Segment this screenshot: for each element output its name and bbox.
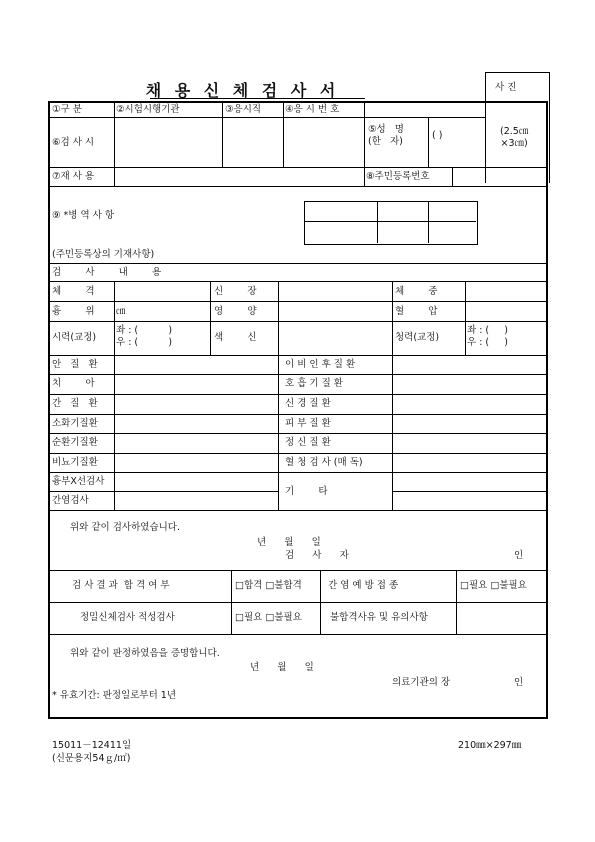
form-frame [48,101,548,719]
disease-right-6: 기 타 [285,486,328,497]
validity-note: * 유효기간: 판정일로부터 1년 [52,690,177,701]
blood-pressure-label: 혈 압 [395,306,438,317]
photo-label: 사 진 [495,82,517,93]
name-label: ⑤성 명 (한 자) [368,124,404,147]
disease-right-5: 혈 청 검 사 (매 독) [285,457,363,468]
form-code: 15011－12411일 [52,740,132,751]
confirm-text: 위와 같이 검사하였습니다. [70,522,181,533]
disease-left-7: 간염검사 [52,495,89,506]
result-label: 검 사 결 과 합 격 여 부 [72,580,170,591]
disease-right-0: 이 비 인 후 질 환 [285,359,356,370]
title-underline [150,98,365,99]
vision-values: 좌 : ( ) 우 : ( ) [116,325,173,348]
confirm-date: 년 월 일 [257,537,321,548]
vaccine-label: 간 염 예 방 접 종 [328,580,399,591]
photo-size: (2.5㎝ ×3㎝) [500,126,529,149]
medical-head-label: 의료기관의 장 [392,677,451,688]
detailed-exam-checkbox[interactable]: □필요 □불필요 [235,612,302,623]
color-vision-label: 색 신 [214,332,257,343]
certify-date: 년 월 일 [250,662,314,673]
disease-left-5: 비뇨기질환 [52,457,98,468]
disease-right-3: 피 부 질 환 [285,418,331,429]
disease-left-0: 안 질 환 [52,359,98,370]
chest-unit: ㎝ [116,306,126,317]
disease-left-4: 순환기질환 [52,437,98,448]
seal-mark-2: 인 [514,677,524,688]
vision-label: 시력(교정) [52,332,97,343]
disease-right-4: 정 신 질 환 [285,437,331,448]
hearing-values: 좌 : ( ) 우 : ( ) [467,325,508,348]
seal-mark: 인 [514,550,524,561]
vaccine-checkbox[interactable]: □필요 □불필요 [460,580,527,591]
nutrition-label: 영 양 [214,306,257,317]
resident-number-label: ⑧주민등록번호 [366,171,430,182]
height-label: 신 장 [214,286,257,297]
col-exam-number: ④응 시 번 호 [285,104,340,115]
disease-left-6: 흉부X선검사 [52,476,105,487]
disease-right-1: 호 흡 기 질 환 [285,378,343,389]
page-title: 채 용 신 체 검 사 서 [145,81,340,100]
pass-fail-checkbox[interactable]: □합격 □불합격 [235,580,302,591]
detailed-exam-label: 정밀신체검사 적성검사 [80,612,175,623]
examiner-label: ⑥검 사 시 [52,137,95,148]
page-size: 210㎜×297㎜ [458,740,522,751]
examiner-sign: 검 사 자 [285,550,349,561]
physique-label: 체 격 [52,286,95,297]
disease-left-1: 치 아 [52,378,95,389]
col-category: ①구 분 [52,104,82,115]
certify-text: 위와 같이 판정하였음을 증명합니다. [70,648,220,659]
disease-right-2: 신 경 질 환 [285,398,331,409]
paper-spec: (신문용지54ｇ/㎡) [52,753,131,764]
weight-label: 체 중 [395,286,438,297]
military-note: (주민등록상의 기재사항) [52,249,155,260]
disease-left-3: 소화기질환 [52,418,98,429]
exam-section-title: 검 사 내 용 [52,267,162,278]
fail-reason-label: 불합격사유 및 유의사항 [330,612,428,623]
hearing-label: 청력(교정) [395,332,440,343]
chest-label: 흉 위 [52,306,95,317]
col-position: ③응시직 [225,104,262,115]
disease-left-2: 간 질 환 [52,398,98,409]
col-agency: ②시험시행기관 [116,104,180,115]
reuse-label: ⑦재 사 용 [52,171,95,182]
military-table [304,201,478,245]
name-hanja: ( ) [432,130,443,141]
military-label: ⑨ *병 역 사 항 [52,210,115,221]
